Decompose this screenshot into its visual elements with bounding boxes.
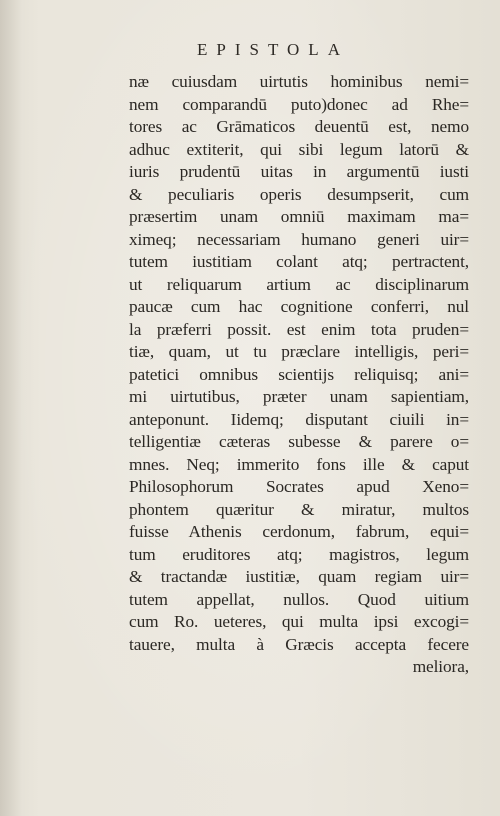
text-line: mnes. Neq; immerito fons ille & caput [129, 454, 469, 474]
text-line: telligentiæ cæteras subesse & parere o= [129, 432, 469, 451]
text-line: paucæ cum hac cognitione conferri, nul [129, 297, 469, 316]
body-text [129, 71, 469, 679]
text-line: ximeq; necessariam humano generi uir= [129, 229, 469, 249]
text-line: iuris prudentū uitas in argumentū iusti [129, 162, 469, 181]
text-line: Philosophorum Socrates apud Xeno= [129, 477, 469, 496]
text-line: adhuc extiterit, qui sibi legum latorū & [129, 139, 469, 159]
text-line: næ cuiusdam uirtutis hominibus nemi= [129, 72, 469, 91]
text-line: & tractandæ iustitiæ, quam regiam uir= [129, 567, 469, 586]
text-line: patetici omnibus scientijs reliquisq; ani= [129, 364, 469, 384]
text-line: tum eruditores atq; magistros, legum [129, 544, 469, 564]
text-line: la præferri possit. est enim tota pruden= [129, 319, 469, 339]
text-line: & peculiaris operis desumpserit, cum [129, 184, 469, 204]
text-line: mi uirtutibus, præter unam sapientiam, [129, 387, 469, 406]
text-line: tores ac Grāmaticos deuentū est, nemo [129, 117, 469, 136]
text-line: nem comparandū puto)donec ad Rhe= [129, 94, 469, 114]
text-line: tutem appellat, nullos. Quod uitium [129, 589, 469, 609]
text-line: tutem iustitiam colant atq; pertractent, [129, 252, 469, 271]
text-line: tauere, multa à Græcis accepta fecere [129, 634, 469, 654]
running-head: EPISTOLA [197, 40, 349, 59]
text-line: phontem quæritur & miratur, multos [129, 499, 469, 519]
text-line: fuisse Athenis cerdonum, fabrum, equi= [129, 522, 469, 541]
text-line: anteponunt. Iidemq; disputant ciuili in= [129, 409, 469, 429]
catchword: meliora, [412, 657, 469, 676]
text-line: cum Ro. ueteres, qui multa ipsi excogi= [129, 612, 469, 631]
text-line: ut reliquarum artium ac disciplinarum [129, 274, 469, 294]
text-line: præsertim unam omniū maximam ma= [129, 207, 469, 226]
text-line: tiæ, quam, ut tu præclare intelligis, peri= [129, 342, 469, 361]
gutter-shadow [0, 0, 22, 816]
